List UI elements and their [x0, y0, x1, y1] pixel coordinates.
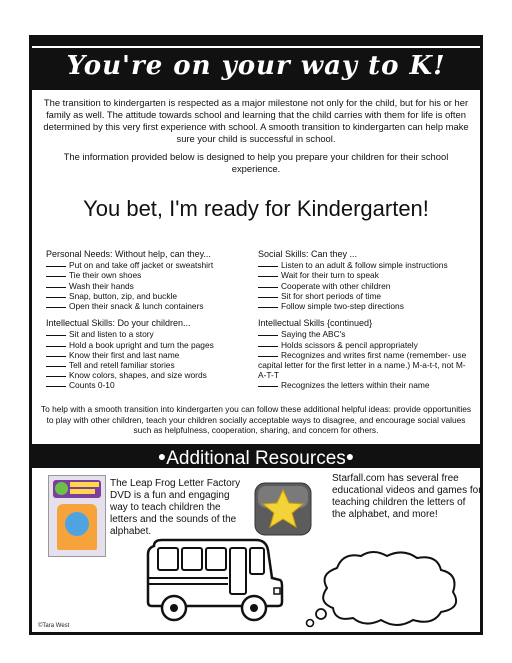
dvd-title-art — [70, 482, 99, 487]
left-column — [46, 249, 251, 398]
blank-line — [258, 297, 278, 298]
checklist-item — [46, 340, 251, 350]
blank-line — [46, 366, 66, 367]
star-icon — [254, 482, 312, 536]
blank-line — [258, 386, 278, 387]
blank-line — [46, 276, 66, 277]
blank-line — [46, 376, 66, 377]
section-title: Intellectual Skills: Do your children... — [46, 318, 191, 329]
item-label: Recognizes the letters within their name — [281, 380, 430, 391]
right-column — [258, 249, 473, 398]
closing-text: To help with a smooth transition into kindergarten you can follow these additional helpful ideas: provide opportunities to play with other children, teach your children socially acceptable ways to disagree, and encourage social values such as helpfulness, cooperation, sharing, and concern for others. — [40, 404, 472, 435]
headline: You bet, I'm ready for Kindergarten! — [83, 196, 429, 221]
item-label: Know their first and last name — [69, 349, 180, 360]
page-title: You're on your way to K! — [66, 51, 446, 81]
item-label: Tell and retell familiar stories — [69, 360, 175, 371]
checklist-item — [46, 281, 251, 291]
dvd-cover-art — [65, 512, 89, 536]
blank-line — [46, 356, 66, 357]
item-label: Recognizes and writes first name (remember- use capital letter for the first letter in a name.) M-a-t-t, not M-A-T-T — [258, 349, 467, 381]
checklist-item — [258, 260, 473, 270]
blank-line — [258, 276, 278, 277]
blank-line — [258, 287, 278, 288]
blank-line — [46, 266, 66, 267]
item-label: Know colors, shapes, and size words — [69, 370, 207, 381]
item-label: Wait for their turn to speak — [281, 270, 379, 281]
section-title: Social Skills: Can they ... — [258, 249, 358, 259]
thought-cloud-icon — [277, 548, 477, 632]
dvd-title-art — [70, 489, 95, 494]
personal-needs-section — [46, 249, 251, 311]
intellectual-skills-section — [46, 318, 251, 390]
blank-line — [46, 307, 66, 308]
school-bus-icon — [144, 538, 284, 624]
intro-paragraph-1: The transition to kindergarten is respected as a major milestone not only for the child, but for his or her family as well. The attitude towards school and learning that the child carries with them for life is often determined by this very first experience with school. A smooth transition to kindergarten can help make sure your child is successful in school. — [43, 97, 469, 144]
copyright-credit: ©Tara West — [38, 623, 70, 629]
item-label: Counts 0-10 — [69, 380, 115, 391]
checklist-item — [46, 329, 251, 339]
blank-line — [258, 307, 278, 308]
checklist-item — [258, 380, 473, 390]
checklist-item — [46, 291, 251, 301]
item-label: Put on and take off jacket or sweatshirt — [69, 260, 214, 271]
blank-line — [46, 346, 66, 347]
blank-line — [46, 287, 66, 288]
item-label: Sit for short periods of time — [281, 290, 382, 301]
checklist-item — [258, 350, 473, 381]
section-title: Personal Needs: Without help, can they... — [46, 249, 211, 259]
checklist-item — [258, 340, 473, 350]
bullet-icon: ● — [345, 448, 355, 464]
intro-text — [40, 97, 472, 181]
checklist-item — [46, 270, 251, 280]
blank-line — [258, 346, 278, 347]
item-label: Cooperate with other children — [281, 280, 391, 291]
banner-rule — [32, 46, 480, 48]
item-label: Follow simple two-step directions — [281, 301, 404, 312]
checklist-item — [46, 380, 251, 390]
item-label: Holds scissors & pencil appropriately — [281, 339, 418, 350]
item-label: Listen to an adult & follow simple instructions — [281, 260, 448, 271]
checklist-item — [46, 260, 251, 270]
item-label: Wash their hands — [69, 280, 134, 291]
leapfrog-description: The Leap Frog Letter Factory DVD is a fun and engaging way to teach children the letters and the sounds of the alphabet. — [110, 478, 241, 537]
item-label: Saying the ABC's — [281, 329, 346, 340]
item-label: Tie their own shoes — [69, 270, 142, 281]
item-label: Sit and listen to a story — [69, 329, 154, 340]
checklist-item — [258, 281, 473, 291]
dvd-cover-image — [48, 475, 106, 557]
item-label: Snap, button, zip, and buckle — [69, 290, 178, 301]
title-banner — [32, 38, 480, 90]
leapfrog-logo-icon — [55, 482, 68, 495]
flyer-page — [29, 35, 483, 635]
blank-line — [258, 335, 278, 336]
checklist-item — [46, 370, 251, 380]
blank-line — [258, 266, 278, 267]
resources-title: Additional Resources — [166, 448, 346, 469]
blank-line — [46, 335, 66, 336]
checklist-item — [46, 301, 251, 311]
item-label: Hold a book upright and turn the pages — [69, 339, 214, 350]
checklist-item — [258, 329, 473, 339]
checklist-item — [258, 270, 473, 280]
section-title: Intellectual Skills {continued} — [258, 318, 373, 329]
social-skills-section — [258, 249, 473, 311]
checklist-item — [258, 291, 473, 301]
blank-line — [46, 297, 66, 298]
blank-line — [46, 386, 66, 387]
bullet-icon: ● — [157, 448, 167, 464]
resources-banner — [32, 444, 480, 468]
checklist-item — [258, 301, 473, 311]
item-label: Open their snack & lunch containers — [69, 301, 204, 312]
checklist-item — [46, 350, 251, 360]
checklist-item — [46, 360, 251, 370]
starfall-description: Starfall.com has several free educational videos and games for teaching children the letters of the alphabet, and more! — [332, 473, 482, 520]
intellectual-continued-section — [258, 318, 473, 390]
intro-paragraph-2: The information provided below is designed to help you prepare your children for their school experience. — [63, 151, 449, 174]
blank-line — [258, 356, 278, 357]
